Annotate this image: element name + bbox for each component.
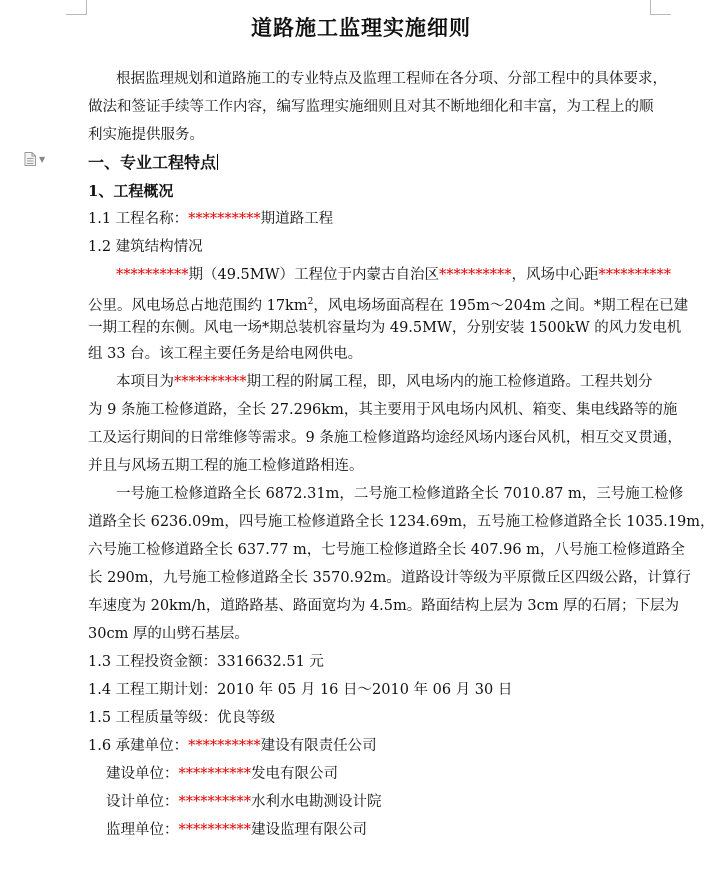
para1-line-1 <box>116 265 671 285</box>
unit-value: 建设监理有限公司 <box>251 822 367 838</box>
para2-text: 本项目为 <box>116 374 174 390</box>
supervision-unit <box>106 820 367 840</box>
para1-text: 公里。风电场总占地范围约 17km <box>88 297 308 314</box>
para2-line-4: 并且与风场五期工程的施工检修道路相连。 <box>88 458 364 474</box>
section-heading-text: 一、专业工程特点 <box>88 153 217 172</box>
para2-line-2: 为 9 条施工检修道路，全长 27.296km，其主要用于风电场内风机、箱变、集电线路等的施 <box>88 402 678 418</box>
quality-grade: 1.5 工程质量等级：优良等级 <box>88 710 276 726</box>
unit-value: 水利水电勘测设计院 <box>251 794 382 810</box>
para3-line-6: 30cm 厚的山劈石基层。 <box>88 626 249 642</box>
project-name-label: 1.1 工程名称： <box>88 211 189 227</box>
owner-unit <box>106 764 338 784</box>
masked-text: ********** <box>598 267 672 283</box>
masked-text: ********** <box>116 267 189 283</box>
para2-line-3: 工及运行期间的日常维修等需求。9 条施工检修道路均途经风场内逐台风机，相互交叉贯通， <box>88 430 682 446</box>
project-name-value: 期道路工程 <box>260 211 334 227</box>
para1-text: ，风场中心距 <box>511 267 599 283</box>
para1-line-2 <box>88 292 688 316</box>
project-name-line <box>88 209 333 229</box>
masked-text: ********** <box>178 794 251 810</box>
para1-line-4: 组 33 台。该工程主要任务是给电网供电。 <box>88 346 363 362</box>
para3-line-3: 六号施工检修道路全长 637.77 m，七号施工检修道路全长 407.96 m，八号施工检修道路全 <box>88 542 685 558</box>
para2-line-1 <box>116 372 653 392</box>
schedule: 1.4 工程工期计划：2010 年 05 月 16 日～2010 年 06 月 30 日 <box>88 682 513 698</box>
unit-value: 建设有限责任公司 <box>260 738 377 754</box>
para3-line-4: 长 290m，九号施工检修道路全长 3570.92m。道路设计等级为平原微丘区四级公路，计算行 <box>88 570 691 586</box>
text-cursor <box>217 154 218 170</box>
superscript: 2 <box>307 297 314 307</box>
contractor-unit <box>88 736 377 756</box>
intro-line-3: 利实施提供服务。 <box>88 127 204 143</box>
masked-text: ********** <box>188 211 261 227</box>
intro-line-2: 做法和签证手续等工作内容，编写监理实施细则且对其不断地细化和丰富，为工程上的顺 <box>88 99 654 115</box>
chevron-down-icon: ▼ <box>39 154 46 164</box>
investment-amount: 1.3 工程投资金额：3316632.51 元 <box>88 654 324 670</box>
para3-line-5: 车速度为 20km/h，道路路基、路面宽均为 4.5m。路面结构上层为 3cm 厚的石屑；下层为 <box>88 598 680 614</box>
para1-line-3: 一期工程的东侧。风电一场*期总装机容量均为 49.5MW，分别安装 1500kW 的风力发电机 <box>88 320 682 336</box>
para3-line-1: 一号施工检修道路全长 6872.31m，二号施工检修道路全长 7010.87 m，三号施工检修 <box>116 486 684 502</box>
paragraph-options-button[interactable] <box>24 152 45 166</box>
unit-label: 1.6 承建单位： <box>88 738 189 754</box>
masked-text: ********** <box>188 738 261 754</box>
para2-text: 期工程的附属工程，即，风电场内的施工检修道路。工程共划分 <box>246 374 653 390</box>
page-title: 道路施工监理实施细则 <box>251 15 471 40</box>
intro-line-1: 根据监理规划和道路施工的专业特点及监理工程师在各分项、分部工程中的具体要求， <box>116 71 667 87</box>
masked-text: ********** <box>439 267 512 283</box>
structure-heading: 1.2 建筑结构情况 <box>88 239 203 255</box>
masked-text: ********** <box>178 822 251 838</box>
para1-text: ，风电场场面高程在 195m～204m 之间。*期工程在已建 <box>313 297 689 314</box>
document-icon <box>24 152 36 166</box>
subsection-heading: 1、工程概况 <box>88 182 174 200</box>
section-heading <box>88 153 218 173</box>
unit-label: 建设单位： <box>106 766 179 782</box>
para1-text: 期（49.5MW）工程位于内蒙古自治区 <box>188 267 440 283</box>
unit-label: 监理单位： <box>106 822 179 838</box>
para3-line-2: 道路全长 6236.09m，四号施工检修道路全长 1234.69m，五号施工检修道路全长 1035.19m， <box>88 514 715 530</box>
masked-text: ********** <box>174 374 247 390</box>
unit-label: 设计单位： <box>106 794 179 810</box>
masked-text: ********** <box>178 766 251 782</box>
design-unit <box>106 792 382 812</box>
unit-value: 发电有限公司 <box>251 766 338 782</box>
